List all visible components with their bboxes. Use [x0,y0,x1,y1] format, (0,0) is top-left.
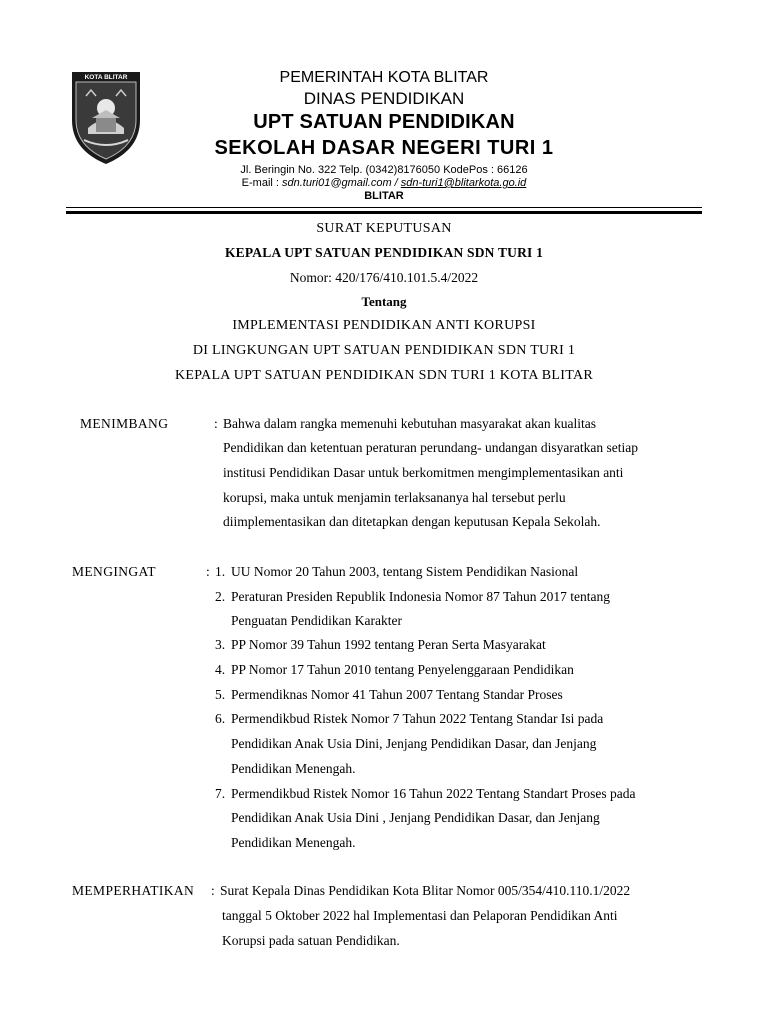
email-primary[interactable]: sdn.turi01@gmail.com [282,177,392,189]
email-separator: / [391,177,401,189]
school-email-line [0,177,768,189]
school-name: SEKOLAH DASAR NEGERI TURI 1 [214,137,554,159]
memperhatikan-colon: : [211,883,215,898]
document-issuer: KEPALA UPT SATUAN PENDIDIKAN SDN TURI 1 [224,245,544,260]
mengingat-item-number: 7. [215,786,226,801]
email-prefix: E-mail : [241,177,283,189]
mengingat-item-number: 1. [215,564,226,579]
mengingat-item-number: 5. [215,687,226,702]
email-secondary[interactable]: sdn-turi1@blitarkota.go.id [400,177,527,189]
subject-line-1: IMPLEMENTASI PENDIDIKAN ANTI KORUPSI [232,318,536,333]
letterhead-divider-thick [66,211,702,214]
emblem-label: KOTA BLITAR [84,74,128,81]
mengingat-item-text: Permendiknas Nomor 41 Tahun 2007 Tentang Standar Proses [231,687,563,702]
memperhatikan-line: tanggal 5 Oktober 2022 hal Implementasi dan Pelaporan Pendidikan Anti [222,908,618,923]
menimbang-line: Pendidikan dan ketentuan peraturan perundang- undangan disyaratkan setiap [223,440,638,455]
menimbang-line: institusi Pendidikan Dasar untuk berkomitmen mengimplementasikan anti [223,465,624,480]
subject-line-2: DI LINGKUNGAN UPT SATUAN PENDIDIKAN SDN TURI 1 [192,343,576,358]
mengingat-colon: : [206,564,210,579]
mengingat-item-text: Pendidikan Anak Usia Dini, Jenjang Pendidikan Dasar, dan Jenjang [231,736,597,751]
mengingat-item-number: 6. [215,711,226,726]
memperhatikan-line: Korupsi pada satuan Pendidikan. [222,933,400,948]
mengingat-item-number: 2. [215,589,226,604]
mengingat-item-text: Pendidikan Menengah. [231,761,356,776]
mengingat-item-text: PP Nomor 39 Tahun 1992 tentang Peran Serta Masyarakat [231,637,546,652]
mengingat-item-text: Permendikbud Ristek Nomor 16 Tahun 2022 Tentang Standart Proses pada [231,786,636,801]
menimbang-colon: : [214,416,218,431]
document-type: SURAT KEPUTUSAN [316,221,452,236]
mengingat-item-text: UU Nomor 20 Tahun 2003, tentang Sistem Pendidikan Nasional [231,564,579,579]
document-number: Nomor: 420/176/410.101.5.4/2022 [289,270,479,285]
unit-name: UPT SATUAN PENDIDIKAN [253,111,515,133]
letterhead-divider-thin [66,207,702,208]
memperhatikan-label: MEMPERHATIKAN [72,883,195,898]
mengingat-item-text: Pendidikan Menengah. [231,835,356,850]
menimbang-line: diimplementasikan dan ditetapkan dengan keputusan Kepala Sekolah. [223,514,601,529]
mengingat-item-text: PP Nomor 17 Tahun 2010 tentang Penyelenggaraan Pendidikan [231,662,574,677]
subject-line-3: KEPALA UPT SATUAN PENDIDIKAN SDN TURI 1 KOTA BLITAR [174,368,594,383]
mengingat-item-number: 3. [215,637,226,652]
menimbang-label: MENIMBANG [80,416,169,431]
government-name: PEMERINTAH KOTA BLITAR [279,69,489,86]
mengingat-item-text: Permendikbud Ristek Nomor 7 Tahun 2022 Tentang Standar Isi pada [231,711,604,726]
mengingat-item-text: Pendidikan Anak Usia Dini , Jenjang Pendidikan Dasar, dan Jenjang [231,810,600,825]
menimbang-line: Bahwa dalam rangka memenuhi kebutuhan masyarakat akan kualitas [223,416,596,431]
document-about: Tentang [361,294,407,309]
school-address: Jl. Beringin No. 322 Telp. (0342)8176050 KodePos : 66126 [240,164,528,176]
school-city: BLITAR [364,190,404,202]
mengingat-item-text: Penguatan Pendidikan Karakter [231,613,402,628]
mengingat-item-text: Peraturan Presiden Republik Indonesia Nomor 87 Tahun 2017 tentang [231,589,610,604]
agency-name: DINAS PENDIDIKAN [303,89,465,108]
mengingat-item-number: 4. [215,662,226,677]
menimbang-line: korupsi, maka untuk menjamin terlaksananya hal tersebut perlu [223,490,566,505]
mengingat-label: MENGINGAT [72,564,156,579]
memperhatikan-line: Surat Kepala Dinas Pendidikan Kota Blitar Nomor 005/354/410.110.1/2022 [220,883,631,898]
